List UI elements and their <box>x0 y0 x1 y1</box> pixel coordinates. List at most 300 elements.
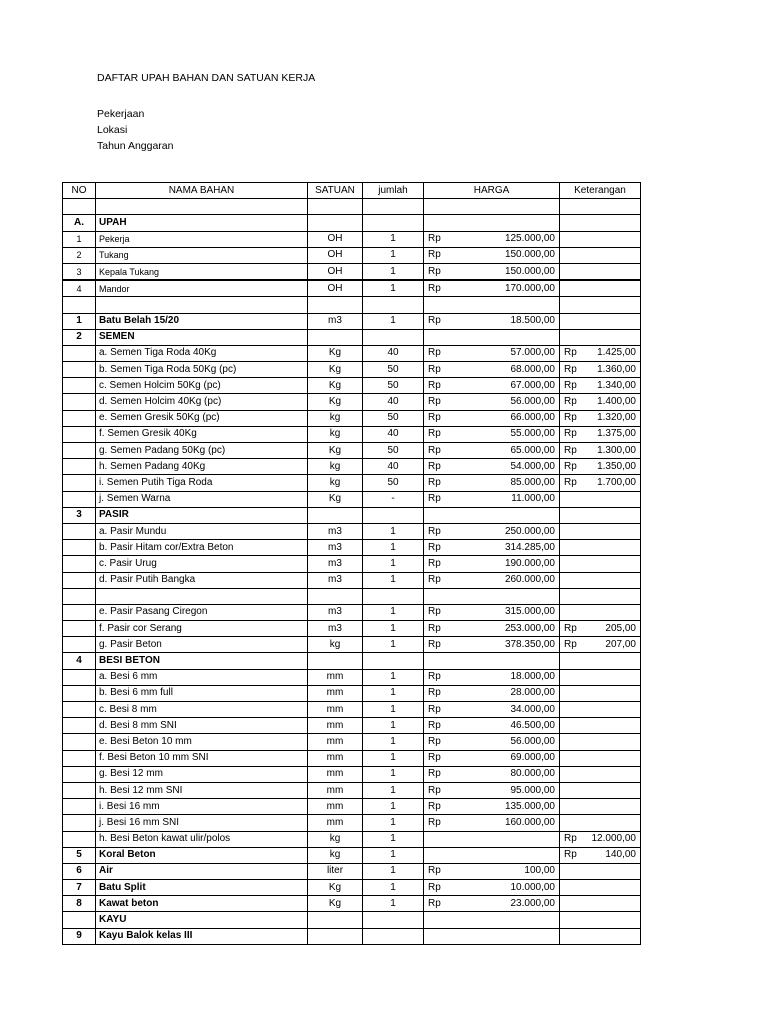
cell-note <box>560 443 641 459</box>
cell-unit: liter <box>308 863 363 879</box>
cell-qty: 1 <box>363 702 424 718</box>
currency-label: Rp <box>428 671 441 683</box>
currency-label: Rp <box>564 622 577 634</box>
cell-name: f. Besi Beton 10 mm SNI <box>96 750 308 766</box>
cell-price <box>424 669 560 685</box>
cell-note <box>560 263 641 280</box>
cell-no <box>63 669 96 685</box>
price-value: 80.000,00 <box>510 768 555 780</box>
cell-no <box>63 766 96 782</box>
price-value: 378.350,00 <box>504 638 555 650</box>
cell-price <box>424 410 560 426</box>
table-row <box>63 669 641 685</box>
cell-note <box>560 572 641 588</box>
cell-no: 2 <box>63 329 96 345</box>
price-value: 69.000,00 <box>510 752 555 764</box>
cell-qty: 50 <box>363 443 424 459</box>
table-row <box>63 799 641 815</box>
price-value: 100,00 <box>524 865 555 877</box>
currency-label: Rp <box>428 476 441 488</box>
cell-qty: 1 <box>363 815 424 831</box>
table-row <box>63 345 641 361</box>
cell-unit: mm <box>308 782 363 798</box>
price-value: 34.000,00 <box>510 703 555 715</box>
cell-name: f. Pasir cor Serang <box>96 621 308 637</box>
cell-unit: mm <box>308 750 363 766</box>
table-row <box>63 556 641 572</box>
currency-label: Rp <box>564 363 577 375</box>
currency-label: Rp <box>428 865 441 877</box>
cell-note <box>560 863 641 879</box>
price-value: 55.000,00 <box>510 428 555 440</box>
cell-unit <box>308 912 363 928</box>
table-row <box>63 912 641 928</box>
table-row <box>63 540 641 556</box>
cell-name: e. Semen Gresik 50Kg (pc) <box>96 410 308 426</box>
cell-qty: 1 <box>363 734 424 750</box>
cell-qty: 1 <box>363 637 424 653</box>
table-row <box>63 831 641 847</box>
cell-qty <box>363 653 424 669</box>
cell-unit: m3 <box>308 572 363 588</box>
currency-label: Rp <box>428 363 441 375</box>
cell-qty: 1 <box>363 523 424 539</box>
cell-note <box>560 215 641 231</box>
info-tahun-anggaran: Tahun Anggaran <box>97 140 174 152</box>
cell-unit: mm <box>308 766 363 782</box>
cell-note <box>560 621 641 637</box>
cell-name: h. Besi 12 mm SNI <box>96 782 308 798</box>
table-row <box>63 718 641 734</box>
cell-unit: m3 <box>308 604 363 620</box>
cell-price <box>424 329 560 345</box>
cell-no <box>63 782 96 798</box>
cell-name: g. Besi 12 mm <box>96 766 308 782</box>
currency-label: Rp <box>428 265 441 277</box>
price-value: 65.000,00 <box>510 444 555 456</box>
cell-name <box>96 588 308 604</box>
cell-price <box>424 928 560 944</box>
table-row <box>63 523 641 539</box>
cell-no <box>63 297 96 313</box>
cell-name: g. Pasir Beton <box>96 637 308 653</box>
cell-qty <box>363 928 424 944</box>
cell-qty: 50 <box>363 362 424 378</box>
cell-qty: 40 <box>363 394 424 410</box>
cell-name: d. Semen Holcim 40Kg (pc) <box>96 394 308 410</box>
cell-no: 8 <box>63 896 96 912</box>
currency-label: Rp <box>428 574 441 586</box>
cell-price <box>424 394 560 410</box>
price-value: 250.000,00 <box>504 525 555 537</box>
cell-name <box>96 199 308 215</box>
cell-price <box>424 880 560 896</box>
table-row <box>63 329 641 345</box>
cell-name: d. Besi 8 mm SNI <box>96 718 308 734</box>
cell-price <box>424 199 560 215</box>
cell-price <box>424 362 560 378</box>
cell-note <box>560 685 641 701</box>
cell-price <box>424 378 560 394</box>
cell-qty <box>363 507 424 523</box>
cell-name: BESI BETON <box>96 653 308 669</box>
cell-no: 4 <box>63 280 96 297</box>
cell-name: a. Besi 6 mm <box>96 669 308 685</box>
cell-name: h. Besi Beton kawat ulir/polos <box>96 831 308 847</box>
info-pekerjaan: Pekerjaan <box>97 108 145 120</box>
cell-price <box>424 263 560 280</box>
price-value: 260.000,00 <box>504 574 555 586</box>
cell-name: Batu Belah 15/20 <box>96 313 308 329</box>
cell-unit: m3 <box>308 621 363 637</box>
cell-no: 1 <box>63 231 96 247</box>
cell-name: Air <box>96 863 308 879</box>
cell-qty <box>363 912 424 928</box>
cell-note <box>560 475 641 491</box>
cell-note <box>560 653 641 669</box>
cell-no <box>63 378 96 394</box>
cell-unit: OH <box>308 280 363 297</box>
cell-no <box>63 831 96 847</box>
cell-name: b. Semen Tiga Roda 50Kg (pc) <box>96 362 308 378</box>
price-value: 11.000,00 <box>511 493 555 505</box>
table-row <box>63 863 641 879</box>
cell-note <box>560 426 641 442</box>
cell-no: 6 <box>63 863 96 879</box>
cell-price <box>424 718 560 734</box>
table-row <box>63 896 641 912</box>
table-row <box>63 847 641 863</box>
table-row <box>63 653 641 669</box>
cell-qty: 50 <box>363 378 424 394</box>
cell-qty: 1 <box>363 556 424 572</box>
price-table <box>62 182 641 945</box>
cell-no <box>63 637 96 653</box>
note-value: 205,00 <box>605 622 636 634</box>
cell-name: Koral Beton <box>96 847 308 863</box>
currency-label: Rp <box>428 379 441 391</box>
currency-label: Rp <box>428 347 441 359</box>
cell-qty: 1 <box>363 263 424 280</box>
note-value: 1.700,00 <box>597 476 636 488</box>
cell-price <box>424 297 560 313</box>
currency-label: Rp <box>564 833 577 845</box>
cell-no: 7 <box>63 880 96 896</box>
table-row <box>63 215 641 231</box>
currency-label: Rp <box>564 444 577 456</box>
cell-price <box>424 215 560 231</box>
info-lokasi: Lokasi <box>97 124 128 136</box>
cell-note <box>560 394 641 410</box>
table-row <box>63 378 641 394</box>
cell-price <box>424 831 560 847</box>
cell-name: Mandor <box>96 280 308 297</box>
cell-unit: m3 <box>308 523 363 539</box>
cell-price <box>424 572 560 588</box>
cell-price <box>424 313 560 329</box>
cell-price <box>424 750 560 766</box>
price-value: 150.000,00 <box>504 249 555 261</box>
currency-label: Rp <box>428 525 441 537</box>
price-value: 253.000,00 <box>504 622 555 634</box>
cell-price <box>424 621 560 637</box>
cell-no <box>63 345 96 361</box>
cell-name: j. Besi 16 mm SNI <box>96 815 308 831</box>
cell-note <box>560 507 641 523</box>
cell-qty: 1 <box>363 750 424 766</box>
table-row <box>63 394 641 410</box>
price-value: 68.000,00 <box>510 363 555 375</box>
cell-no: 9 <box>63 928 96 944</box>
currency-label: Rp <box>428 784 441 796</box>
cell-unit: mm <box>308 685 363 701</box>
note-value: 12.000,00 <box>591 833 636 845</box>
cell-price <box>424 231 560 247</box>
table-row <box>63 750 641 766</box>
table-row <box>63 572 641 588</box>
cell-price <box>424 637 560 653</box>
table-body <box>63 199 641 945</box>
note-value: 1.400,00 <box>597 396 636 408</box>
note-value: 1.375,00 <box>597 428 636 440</box>
price-value: 66.000,00 <box>510 412 555 424</box>
cell-price <box>424 507 560 523</box>
cell-no <box>63 799 96 815</box>
cell-unit: OH <box>308 247 363 263</box>
price-value: 46.500,00 <box>510 719 555 731</box>
cell-qty <box>363 329 424 345</box>
cell-no <box>63 621 96 637</box>
price-value: 57.000,00 <box>510 347 555 359</box>
cell-name: g. Semen Padang 50Kg (pc) <box>96 443 308 459</box>
cell-qty: 1 <box>363 247 424 263</box>
cell-no: 3 <box>63 263 96 280</box>
table-row <box>63 280 641 297</box>
cell-qty: 1 <box>363 669 424 685</box>
cell-unit: m3 <box>308 556 363 572</box>
cell-qty <box>363 588 424 604</box>
cell-note <box>560 459 641 475</box>
cell-unit <box>308 588 363 604</box>
table-row <box>63 782 641 798</box>
cell-unit: Kg <box>308 880 363 896</box>
cell-no: 5 <box>63 847 96 863</box>
price-value: 150.000,00 <box>504 265 555 277</box>
cell-no <box>63 572 96 588</box>
cell-name: e. Pasir Pasang Ciregon <box>96 604 308 620</box>
note-value: 1.425,00 <box>597 347 636 359</box>
cell-price <box>424 863 560 879</box>
currency-label: Rp <box>428 541 441 553</box>
cell-qty <box>363 199 424 215</box>
cell-qty: 1 <box>363 782 424 798</box>
cell-qty: 40 <box>363 426 424 442</box>
cell-no <box>63 362 96 378</box>
cell-price <box>424 345 560 361</box>
cell-no <box>63 459 96 475</box>
currency-label: Rp <box>564 379 577 391</box>
cell-note <box>560 912 641 928</box>
cell-qty: 40 <box>363 459 424 475</box>
cell-unit <box>308 507 363 523</box>
cell-unit <box>308 329 363 345</box>
cell-unit: kg <box>308 459 363 475</box>
cell-qty: 1 <box>363 685 424 701</box>
cell-name: e. Besi Beton 10 mm <box>96 734 308 750</box>
cell-qty: 1 <box>363 831 424 847</box>
cell-no <box>63 491 96 507</box>
cell-unit: Kg <box>308 443 363 459</box>
cell-name <box>96 297 308 313</box>
table-row <box>63 475 641 491</box>
cell-price <box>424 766 560 782</box>
note-value: 207,00 <box>605 638 636 650</box>
cell-unit: Kg <box>308 491 363 507</box>
col-header-nama-bahan: NAMA BAHAN <box>96 183 308 199</box>
table-row <box>63 247 641 263</box>
price-value: 67.000,00 <box>510 379 555 391</box>
note-value: 1.300,00 <box>597 444 636 456</box>
table-row <box>63 734 641 750</box>
price-value: 10.000,00 <box>510 881 555 893</box>
cell-unit: OH <box>308 231 363 247</box>
cell-note <box>560 280 641 297</box>
cell-qty: 1 <box>363 540 424 556</box>
table-row <box>63 263 641 280</box>
cell-note <box>560 604 641 620</box>
cell-price <box>424 280 560 297</box>
currency-label: Rp <box>428 897 441 909</box>
currency-label: Rp <box>428 638 441 650</box>
cell-name: b. Pasir Hitam cor/Extra Beton <box>96 540 308 556</box>
cell-price <box>424 556 560 572</box>
cell-name: b. Besi 6 mm full <box>96 685 308 701</box>
cell-note <box>560 588 641 604</box>
cell-name: SEMEN <box>96 329 308 345</box>
cell-unit: Kg <box>308 378 363 394</box>
cell-note <box>560 782 641 798</box>
cell-note <box>560 750 641 766</box>
cell-name: Batu Split <box>96 880 308 896</box>
currency-label: Rp <box>564 428 577 440</box>
cell-no <box>63 702 96 718</box>
cell-price <box>424 653 560 669</box>
table-row <box>63 362 641 378</box>
cell-note <box>560 896 641 912</box>
cell-price <box>424 685 560 701</box>
cell-no: 2 <box>63 247 96 263</box>
cell-name: Kawat beton <box>96 896 308 912</box>
price-value: 18.000,00 <box>510 671 555 683</box>
cell-price <box>424 540 560 556</box>
currency-label: Rp <box>428 816 441 828</box>
cell-unit: Kg <box>308 394 363 410</box>
cell-note <box>560 880 641 896</box>
table-row <box>63 604 641 620</box>
cell-qty: 1 <box>363 718 424 734</box>
cell-no <box>63 199 96 215</box>
cell-no <box>63 556 96 572</box>
cell-no <box>63 588 96 604</box>
table-row <box>63 880 641 896</box>
price-value: 315.000,00 <box>504 606 555 618</box>
currency-label: Rp <box>564 347 577 359</box>
currency-label: Rp <box>428 282 441 294</box>
cell-name: Tukang <box>96 247 308 263</box>
currency-label: Rp <box>428 719 441 731</box>
table-row <box>63 426 641 442</box>
note-value: 1.350,00 <box>597 460 636 472</box>
cell-unit: kg <box>308 847 363 863</box>
cell-price <box>424 896 560 912</box>
cell-note <box>560 815 641 831</box>
cell-qty: 1 <box>363 280 424 297</box>
cell-note <box>560 410 641 426</box>
price-value: 314.285,00 <box>504 541 555 553</box>
currency-label: Rp <box>428 622 441 634</box>
cell-price <box>424 782 560 798</box>
cell-no <box>63 815 96 831</box>
cell-no <box>63 394 96 410</box>
cell-note <box>560 799 641 815</box>
cell-name: PASIR <box>96 507 308 523</box>
cell-name: KAYU <box>96 912 308 928</box>
cell-name: Kayu Balok kelas III <box>96 928 308 944</box>
cell-unit: mm <box>308 718 363 734</box>
table-row <box>63 313 641 329</box>
cell-price <box>424 523 560 539</box>
currency-label: Rp <box>564 638 577 650</box>
col-header-no: NO <box>63 183 96 199</box>
table-row <box>63 297 641 313</box>
cell-qty <box>363 297 424 313</box>
cell-qty: 50 <box>363 475 424 491</box>
price-value: 160.000,00 <box>504 816 555 828</box>
cell-unit <box>308 297 363 313</box>
cell-price <box>424 799 560 815</box>
currency-label: Rp <box>428 800 441 812</box>
cell-no <box>63 734 96 750</box>
col-header-jumlah: jumlah <box>363 183 424 199</box>
currency-label: Rp <box>564 849 577 861</box>
cell-price <box>424 815 560 831</box>
col-header-harga: HARGA <box>424 183 560 199</box>
cell-no: 1 <box>63 313 96 329</box>
cell-unit: mm <box>308 669 363 685</box>
cell-unit <box>308 928 363 944</box>
cell-no <box>63 540 96 556</box>
cell-price <box>424 491 560 507</box>
cell-note <box>560 669 641 685</box>
cell-price <box>424 604 560 620</box>
cell-note <box>560 231 641 247</box>
cell-note <box>560 847 641 863</box>
price-value: 95.000,00 <box>510 784 555 796</box>
currency-label: Rp <box>564 412 577 424</box>
note-value: 140,00 <box>605 849 636 861</box>
cell-no <box>63 410 96 426</box>
cell-qty: 1 <box>363 572 424 588</box>
cell-note <box>560 734 641 750</box>
cell-qty: 1 <box>363 231 424 247</box>
price-value: 56.000,00 <box>510 735 555 747</box>
cell-price <box>424 475 560 491</box>
cell-unit <box>308 653 363 669</box>
cell-price <box>424 588 560 604</box>
currency-label: Rp <box>428 557 441 569</box>
cell-unit: kg <box>308 475 363 491</box>
cell-price <box>424 426 560 442</box>
